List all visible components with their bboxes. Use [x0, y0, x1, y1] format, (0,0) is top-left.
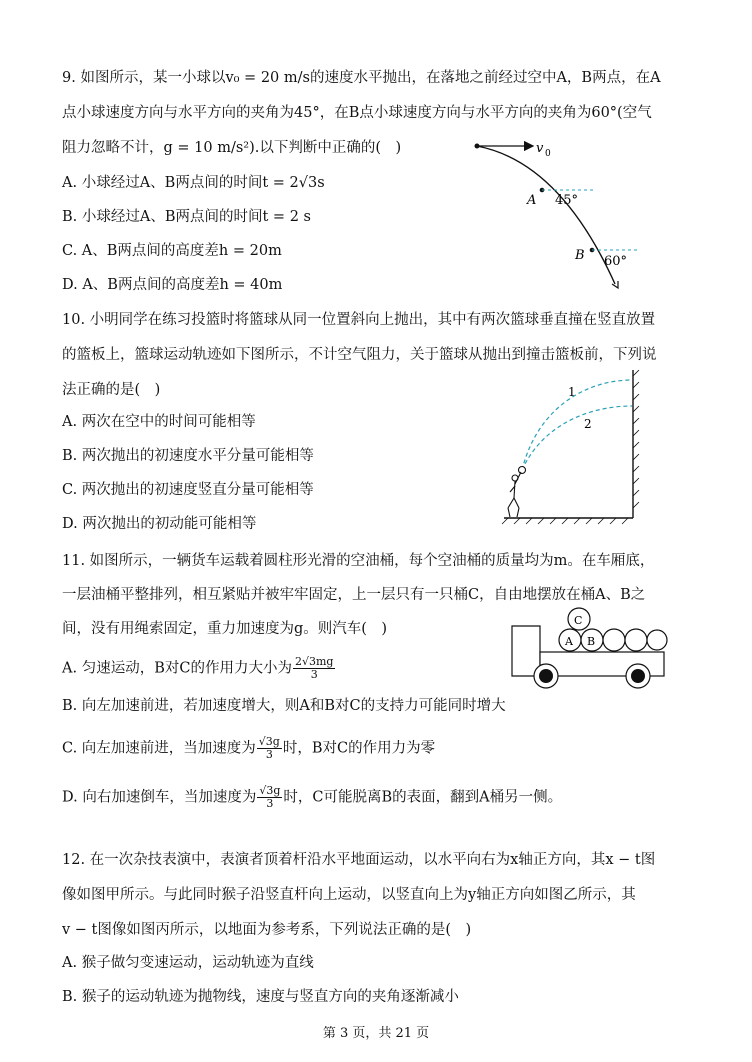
q11-option-b: B. 向左加速前进，若加速度增大，则A和B对C的支持力可能同时增大 — [62, 698, 506, 714]
q10-option-a: A. 两次在空中的时间可能相等 — [62, 414, 256, 430]
wall-hatching — [633, 370, 639, 508]
q11-option-d-tail: 时，C可能脱离B的表面，翻到A桶另一侧。 — [283, 789, 563, 806]
barrel-4 — [603, 629, 625, 651]
angle-b-label: 60° — [604, 254, 628, 269]
q11-truck-figure — [510, 604, 670, 692]
fraction-numerator: 2√3mg — [294, 655, 334, 668]
trajectory-1-label: 1 — [568, 385, 576, 399]
ground-hatching — [502, 518, 628, 524]
trajectory-curve — [477, 146, 615, 284]
q11-option-a-text: A. 匀速运动，B对C的作用力大小为 — [62, 660, 292, 677]
barrel-5 — [625, 629, 647, 651]
q9-stem-line-1: 9. 如图所示，某一小球以v₀ = 20 m/s的速度水平抛出，在落地之前经过空中A，B两点，在A — [62, 70, 661, 86]
q12-stem-line-2: 像如图甲所示。与此同时猴子沿竖直杆向上运动，以竖直向上为y轴正方向如图乙所示，其 — [62, 887, 636, 903]
q11-option-a — [62, 656, 336, 681]
point-b-label: B — [575, 248, 585, 263]
trajectory-1 — [522, 380, 632, 470]
q11-option-d-text: D. 向右加速倒车，当加速度为 — [62, 789, 257, 806]
q11-option-c — [62, 736, 435, 761]
q11-stem-line-2: 一层油桶平整排列，相互紧贴并被牢牢固定，上一层只有一只桶C，自由地摆放在桶A、B之 — [62, 587, 646, 603]
wheel-rear — [626, 664, 650, 688]
q11-option-c-fraction — [257, 736, 282, 761]
fraction-numerator: √3g — [258, 735, 280, 748]
q9-stem-line-2: 点小球速度方向与水平方向的夹角为45°，在B点小球速度方向与水平方向的夹角为60°(空气 — [62, 105, 652, 121]
q10-option-b: B. 两次抛出的初速度水平分量可能相等 — [62, 448, 314, 464]
v0-subscript: 0 — [545, 149, 551, 159]
q10-stem-line-2: 的篮板上，篮球运动轨迹如下图所示，不计空气阻力，关于篮球从抛出到撞击篮板前，下列说 — [62, 347, 657, 363]
q11-stem-line-1: 11. 如图所示，一辆货车运载着圆柱形光滑的空油桶，每个空油桶的质量均为m。在车厢底， — [62, 553, 655, 569]
point-a-label: A — [527, 193, 537, 208]
q9-option-a: A. 小球经过A、B两点间的时间t = 2√3s — [62, 175, 325, 191]
q11-option-d — [62, 785, 562, 810]
q11-stem-line-3: 间，没有用绳索固定，重力加速度为g。则汽车( ) — [62, 621, 388, 637]
q9-projectile-figure — [465, 132, 645, 292]
barrel-6 — [647, 630, 667, 650]
fraction-denominator: 3 — [265, 748, 273, 761]
player-figure — [508, 467, 526, 518]
q10-stem-line-3: 法正确的是( ) — [62, 382, 161, 398]
trajectory-2-label: 2 — [584, 417, 592, 431]
barrel-a-label: A — [565, 635, 573, 648]
q11-option-c-text: C. 向左加速前进，当加速度为 — [62, 740, 256, 757]
q11-option-c-tail: 时，B对C的作用力为零 — [282, 740, 436, 757]
q11-option-d-fraction — [257, 785, 282, 810]
q10-basketball-figure — [498, 366, 658, 526]
v0-label: v — [536, 141, 544, 156]
wheel-front — [534, 664, 558, 688]
barrel-b-label: B — [587, 635, 596, 648]
angle-a-label: 45° — [555, 193, 579, 208]
page-footer: 第 3 页，共 21 页 — [322, 1026, 430, 1041]
fraction-denominator: 3 — [266, 797, 274, 810]
q9-stem-line-3: 阻力忽略不计，g = 10 m/s²).以下判断中正确的( ) — [62, 140, 402, 156]
q10-stem-line-1: 10. 小明同学在练习投篮时将篮球从同一位置斜向上抛出，其中有两次篮球垂直撞在竖直放置 — [62, 312, 656, 328]
fraction-denominator: 3 — [310, 668, 318, 681]
q12-option-a: A. 猴子做匀变速运动，运动轨迹为直线 — [62, 955, 314, 971]
q10-option-c: C. 两次抛出的初速度竖直分量可能相等 — [62, 482, 314, 498]
barrel-c-label: C — [574, 614, 583, 627]
fraction-numerator: √3g — [259, 784, 281, 797]
q9-option-c: C. A、B两点间的高度差h = 20m — [62, 243, 282, 259]
q10-option-d: D. 两次抛出的初动能可能相等 — [62, 516, 257, 532]
q12-stem-line-3: v − t图像如图丙所示，以地面为参考系，下列说法正确的是( ) — [62, 922, 472, 938]
q12-stem-line-1: 12. 在一次杂技表演中，表演者顶着杆沿水平地面运动，以水平向右为x轴正方向，其x − t图 — [62, 852, 656, 868]
trajectory-2 — [522, 406, 632, 470]
q9-option-b: B. 小球经过A、B两点间的时间t = 2 s — [62, 209, 311, 225]
q11-option-a-fraction — [293, 656, 335, 681]
q12-option-b: B. 猴子的运动轨迹为抛物线，速度与竖直方向的夹角逐渐减小 — [62, 989, 459, 1005]
q9-option-d: D. A、B两点间的高度差h = 40m — [62, 277, 283, 293]
truck-cab — [512, 626, 540, 676]
trajectory-arrowhead — [612, 281, 618, 288]
